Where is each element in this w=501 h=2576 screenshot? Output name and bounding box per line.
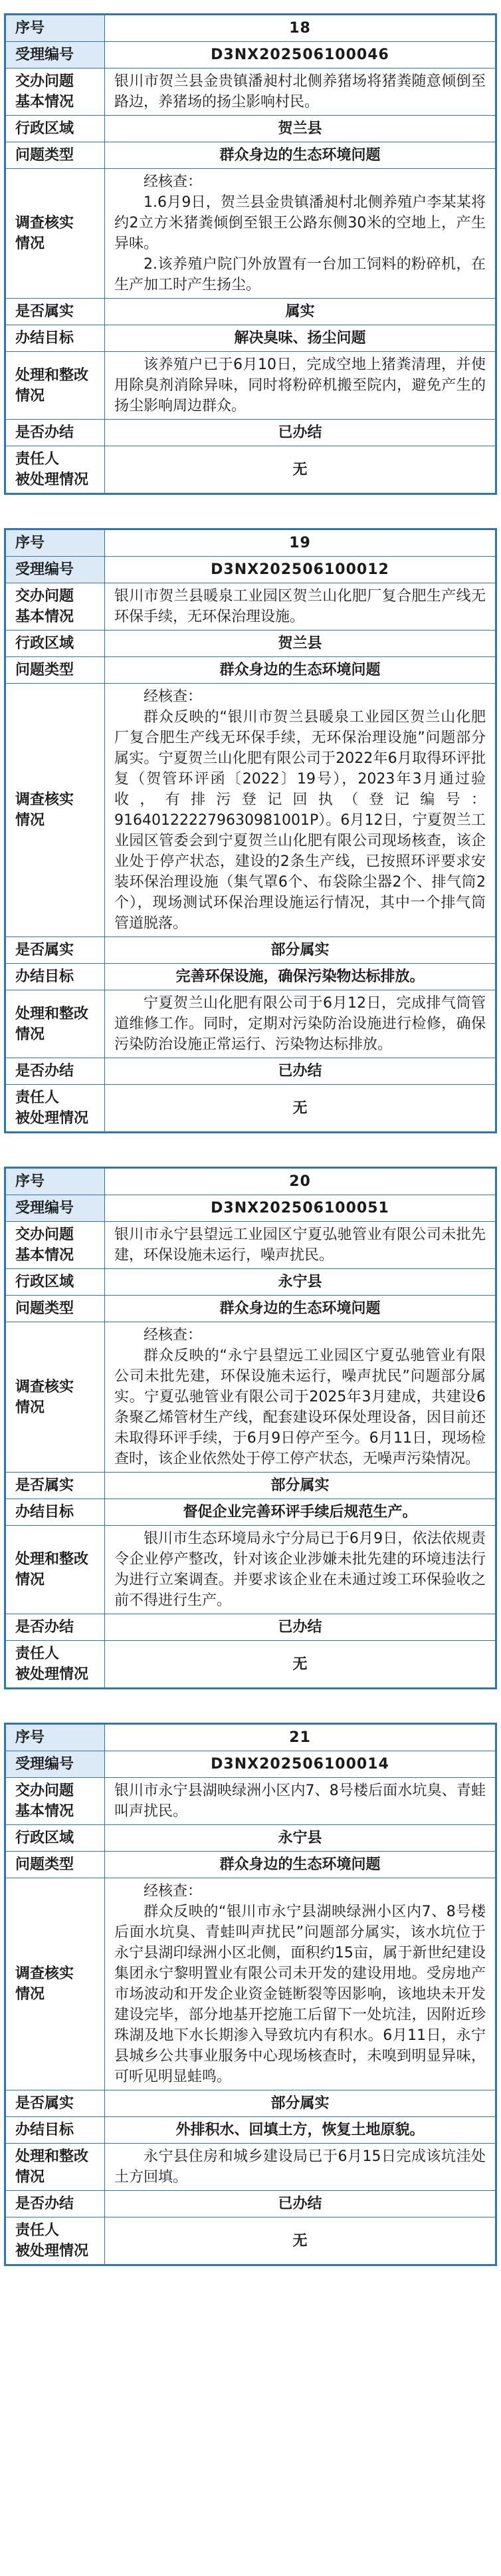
- row-region: [6, 1825, 496, 1852]
- row-done: [6, 2191, 496, 2218]
- row-basic: [6, 1222, 496, 1269]
- value-seq: 21: [105, 1725, 496, 1751]
- value-person: 无: [105, 446, 496, 494]
- label-check: 调查核实 情况: [6, 684, 105, 937]
- value-seq: 20: [105, 1169, 496, 1195]
- label-check: 调查核实 情况: [6, 1878, 105, 2090]
- handle-paragraph: 永宁县住房和城乡建设局已于6月15日完成该坑洼处土方回填。: [114, 2148, 486, 2186]
- value-goal: 督促企业完善环评手续后规范生产。: [105, 1499, 496, 1526]
- row-goal: [6, 2117, 496, 2144]
- row-basic: [6, 69, 496, 116]
- value-code: D3NX202506100014: [105, 1751, 496, 1778]
- value-handle: [105, 1526, 496, 1614]
- row-handle: [6, 1526, 496, 1614]
- row-done: [6, 420, 496, 446]
- label-type: 问题类型: [6, 657, 105, 684]
- row-handle: [6, 352, 496, 420]
- label-done: 是否办结: [6, 2191, 105, 2218]
- row-type: [6, 1852, 496, 1878]
- value-region: 贺兰县: [105, 631, 496, 657]
- value-handle: [105, 2144, 496, 2191]
- value-handle: [105, 990, 496, 1058]
- check-paragraph: 2.该养殖户院门外放置有一台加工饲料的粉碎机，在生产加工时产生扬尘。: [114, 256, 486, 293]
- value-done: 已办结: [105, 420, 496, 446]
- row-goal: [6, 1499, 496, 1526]
- value-type: 群众身边的生态环境问题: [105, 1296, 496, 1322]
- label-goal: 办结目标: [6, 964, 105, 990]
- label-code: 受理编号: [6, 557, 105, 583]
- value-real: 部分属实: [105, 2090, 496, 2117]
- label-person: 责任人 被处理情况: [6, 2218, 105, 2265]
- label-region: 行政区域: [6, 1269, 105, 1296]
- row-region: [6, 631, 496, 657]
- row-goal: [6, 964, 496, 990]
- row-code: [6, 1195, 496, 1222]
- case-record-card: [4, 528, 497, 1133]
- value-goal: 外排积水、回填土方，恢复土地原貌。: [105, 2117, 496, 2144]
- label-handle: 处理和整改 情况: [6, 990, 105, 1058]
- row-seq: [6, 530, 496, 557]
- value-region: 永宁县: [105, 1269, 496, 1296]
- case-record-table: [5, 1724, 496, 2265]
- row-basic: [6, 583, 496, 631]
- row-check: [6, 684, 496, 937]
- case-record-card: [4, 13, 497, 495]
- check-paragraph: 1.6月9日，贺兰县金贵镇潘昶村北侧养殖户李某某将约2立方米猪粪倾倒至银王公路东侧30米的空地上，产生异味。: [114, 194, 486, 252]
- label-code: 受理编号: [6, 1195, 105, 1222]
- label-real: 是否属实: [6, 937, 105, 964]
- value-done: 已办结: [105, 1614, 496, 1641]
- label-type: 问题类型: [6, 1296, 105, 1322]
- label-goal: 办结目标: [6, 2117, 105, 2144]
- row-region: [6, 116, 496, 142]
- label-basic: 交办问题 基本情况: [6, 1778, 105, 1825]
- label-done: 是否办结: [6, 1058, 105, 1085]
- row-code: [6, 42, 496, 69]
- value-basic: 银川市永宁县望远工业园区宁夏弘驰管业有限公司未批先建，环保设施未运行，噪声扰民。: [105, 1222, 496, 1269]
- value-basic: 银川市贺兰县暖泉工业园区贺兰山化肥厂复合肥生产线无环保手续，无环保治理设施。: [105, 583, 496, 631]
- label-check: 调查核实 情况: [6, 169, 105, 299]
- label-real: 是否属实: [6, 299, 105, 325]
- label-real: 是否属实: [6, 2090, 105, 2117]
- check-paragraph: 群众反映的“永宁县望远工业园区宁夏弘驰管业有限公司未批先建，环保设施未运行，噪声扰民”问题部分属实。宁夏弘驰管业有限公司于2025年3月建成，共建设6条聚乙烯管材生产线，配套建设环保处理设备，因目前还未取得环评手续，于6月9日停产至今。6月11日，现场检查时，该企业依然处于停工停产状态，无噪声污染情况。: [114, 1348, 486, 1467]
- value-check: [105, 684, 496, 937]
- row-seq: [6, 1169, 496, 1195]
- value-code: D3NX202506100051: [105, 1195, 496, 1222]
- label-region: 行政区域: [6, 1825, 105, 1852]
- label-handle: 处理和整改 情况: [6, 1526, 105, 1614]
- label-seq: 序号: [6, 1725, 105, 1751]
- value-goal: 解决臭味、扬尘问题: [105, 325, 496, 352]
- label-code: 受理编号: [6, 1751, 105, 1778]
- value-type: 群众身边的生态环境问题: [105, 142, 496, 169]
- value-person: 无: [105, 1085, 496, 1132]
- row-real: [6, 299, 496, 325]
- row-type: [6, 657, 496, 684]
- value-code: D3NX202506100046: [105, 42, 496, 69]
- handle-paragraph: 该养殖户已于6月10日，完成空地上猪粪清理，并使用除臭剂消除异味，同时将粉碎机搬至院内，避免产生的扬尘影响周边群众。: [114, 357, 486, 414]
- row-code: [6, 557, 496, 583]
- row-basic: [6, 1778, 496, 1825]
- value-check: [105, 169, 496, 299]
- value-person: 无: [105, 2218, 496, 2265]
- handle-paragraph: 银川市生态环境局永宁分局已于6月9日，依法依规责令企业停产整改，针对该企业涉嫌未批先建的环境违法行为进行立案调查。并要求该企业在未通过竣工环保验收之前不得进行生产。: [114, 1530, 486, 1609]
- value-real: 部分属实: [105, 1473, 496, 1499]
- row-real: [6, 937, 496, 964]
- label-person: 责任人 被处理情况: [6, 1085, 105, 1132]
- label-real: 是否属实: [6, 1473, 105, 1499]
- label-seq: 序号: [6, 15, 105, 42]
- case-record-table: [5, 529, 496, 1132]
- check-paragraph: 经核查：: [144, 1327, 203, 1344]
- row-real: [6, 2090, 496, 2117]
- row-person: [6, 1641, 496, 1688]
- value-basic: 银川市贺兰县金贵镇潘昶村北侧养猪场将猪粪随意倾倒至路边，养猪场的扬尘影响村民。: [105, 69, 496, 116]
- label-basic: 交办问题 基本情况: [6, 1222, 105, 1269]
- label-goal: 办结目标: [6, 1499, 105, 1526]
- row-code: [6, 1751, 496, 1778]
- label-goal: 办结目标: [6, 325, 105, 352]
- value-check: [105, 1322, 496, 1473]
- label-type: 问题类型: [6, 1852, 105, 1878]
- value-handle: [105, 352, 496, 420]
- row-seq: [6, 15, 496, 42]
- check-paragraph: 群众反映的“银川市贺兰县暖泉工业园区贺兰山化肥厂复合肥生产线无环保手续，无环保治理设施”问题部分属实。宁夏贺兰山化肥有限公司于2022年6月取得环评批复（贺管环评函〔2022〕19号），2023年3月通过验收，有排污登记回执（登记编号：916401222279630981001P）。6月12日，宁夏贺兰工业园区管委会到宁夏贺兰山化肥有限公司现场核查，该企业处于停产状态，建设的2条生产线，已按照环评要求安装环保治理设施（集气罩6个、布袋除尘器2个、排气筒2个），现场测试环保治理设施运行情况，其中一个排气筒管道脱落。: [114, 709, 486, 932]
- check-paragraph: 经核查：: [144, 174, 203, 190]
- label-code: 受理编号: [6, 42, 105, 69]
- value-seq: 19: [105, 530, 496, 557]
- row-seq: [6, 1725, 496, 1751]
- row-person: [6, 1085, 496, 1132]
- value-goal: 完善环保设施，确保污染物达标排放。: [105, 964, 496, 990]
- handle-paragraph: 宁夏贺兰山化肥有限公司于6月12日，完成排气筒管道维修工作。同时，定期对污染防治设施进行检修，确保污染防治设施正常运行、污染物达标排放。: [114, 995, 486, 1053]
- row-handle: [6, 990, 496, 1058]
- value-person: 无: [105, 1641, 496, 1688]
- row-check: [6, 169, 496, 299]
- label-basic: 交办问题 基本情况: [6, 69, 105, 116]
- row-done: [6, 1614, 496, 1641]
- row-check: [6, 1878, 496, 2090]
- label-basic: 交办问题 基本情况: [6, 583, 105, 631]
- check-paragraph: 经核查：: [144, 1883, 203, 1900]
- row-person: [6, 2218, 496, 2265]
- label-person: 责任人 被处理情况: [6, 1641, 105, 1688]
- check-paragraph: 群众反映的“银川市永宁县湖映绿洲小区内7、8号楼后面水坑臭、青蛙叫声扰民”问题部分属实，该水坑位于永宁县湖印绿洲小区北侧，面积约15亩，属于新世纪建设集团永宁黎明置业有限公司未开发的建设用地。受房地产市场波动和开发企业资金链断裂等因影响，该地块未开发建设完毕，部分地基开挖施工后留下一处坑洼，因附近珍珠湖及地下水长期渗入导致坑内有积水。6月11日，永宁县城乡公共事业服务中心现场核查时，未嗅到明显异味，可听见明显蛙鸣。: [114, 1904, 486, 2085]
- row-check: [6, 1322, 496, 1473]
- label-done: 是否办结: [6, 1614, 105, 1641]
- value-real: 部分属实: [105, 937, 496, 964]
- row-type: [6, 1296, 496, 1322]
- row-region: [6, 1269, 496, 1296]
- label-seq: 序号: [6, 530, 105, 557]
- value-type: 群众身边的生态环境问题: [105, 657, 496, 684]
- row-handle: [6, 2144, 496, 2191]
- row-real: [6, 1473, 496, 1499]
- value-done: 已办结: [105, 1058, 496, 1085]
- label-type: 问题类型: [6, 142, 105, 169]
- value-check: [105, 1878, 496, 2090]
- row-goal: [6, 325, 496, 352]
- label-seq: 序号: [6, 1169, 105, 1195]
- value-type: 群众身边的生态环境问题: [105, 1852, 496, 1878]
- label-region: 行政区域: [6, 116, 105, 142]
- row-person: [6, 446, 496, 494]
- label-done: 是否办结: [6, 420, 105, 446]
- case-record-table: [5, 1168, 496, 1688]
- value-region: 永宁县: [105, 1825, 496, 1852]
- row-done: [6, 1058, 496, 1085]
- value-basic: 银川市永宁县湖映绿洲小区内7、8号楼后面水坑臭、青蛙叫声扰民。: [105, 1778, 496, 1825]
- value-real: 属实: [105, 299, 496, 325]
- row-type: [6, 142, 496, 169]
- value-done: 已办结: [105, 2191, 496, 2218]
- label-handle: 处理和整改 情况: [6, 2144, 105, 2191]
- label-check: 调查核实 情况: [6, 1322, 105, 1473]
- case-record-table: [5, 15, 496, 494]
- label-region: 行政区域: [6, 631, 105, 657]
- value-code: D3NX202506100012: [105, 557, 496, 583]
- label-handle: 处理和整改 情况: [6, 352, 105, 420]
- value-seq: 18: [105, 15, 496, 42]
- check-paragraph: 经核查：: [144, 688, 203, 705]
- label-person: 责任人 被处理情况: [6, 446, 105, 494]
- case-record-card: [4, 1723, 497, 2266]
- value-region: 贺兰县: [105, 116, 496, 142]
- case-record-card: [4, 1167, 497, 1689]
